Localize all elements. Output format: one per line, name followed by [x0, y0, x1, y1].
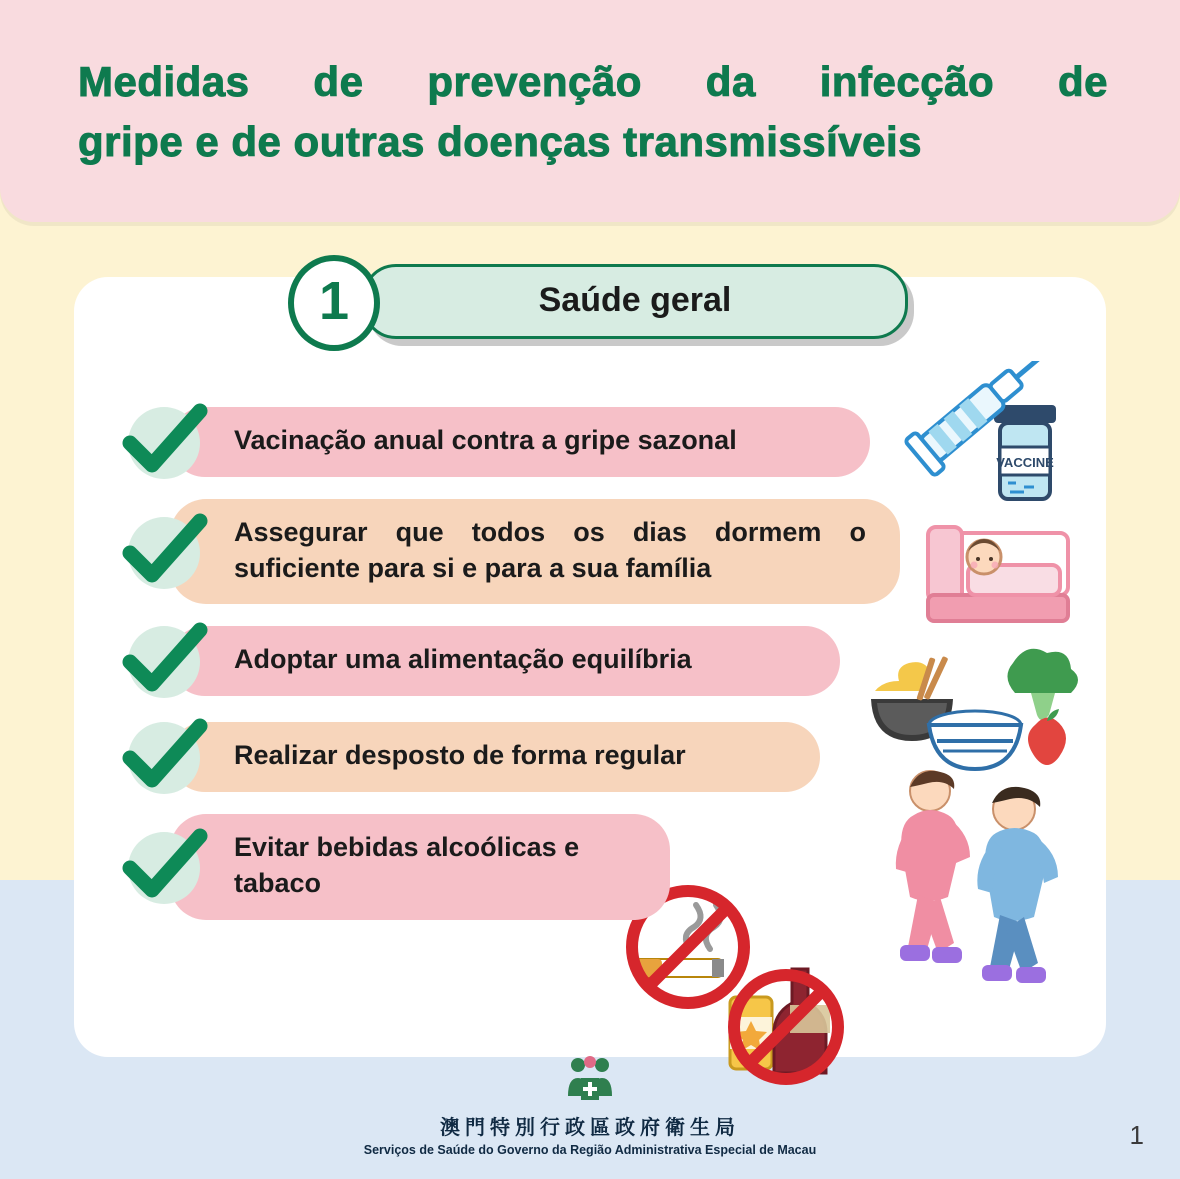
checklist — [122, 403, 1062, 938]
list-item-label: Vacinação anual contra a gripe sazonal — [170, 407, 870, 477]
section-number-badge — [288, 255, 380, 347]
footer-org-pt: Serviços de Saúde do Governo da Região Administrativa Especial de Macau — [363, 1143, 817, 1157]
footer-org-cn: 澳門特別行政區政府衛生局 — [440, 1117, 740, 1139]
title-line-2: gripe e de outras doenças transmissíveis — [78, 117, 923, 165]
section-number: 1 — [288, 255, 380, 351]
svg-text:VACCINE: VACCINE — [996, 455, 1054, 470]
section-title-label: Saúde geral — [362, 264, 908, 339]
list-item-label: Realizar desposto de forma regular — [170, 722, 820, 792]
check-icon — [122, 403, 208, 481]
check-icon — [122, 513, 208, 591]
list-item-text-block — [170, 499, 900, 604]
list-item — [122, 403, 1062, 481]
list-item — [122, 814, 1062, 919]
list-item-label-line2: e tabaco — [234, 832, 580, 898]
check-icon — [122, 828, 208, 906]
check-icon — [122, 718, 208, 796]
list-item — [122, 718, 1062, 796]
list-item-label-line2: suficiente para si e para a sua família — [234, 552, 712, 583]
section-header — [288, 255, 908, 347]
list-item-label-line1: Assegurar que todos os dias dormem o — [234, 517, 866, 547]
list-item-text-block — [170, 814, 670, 919]
content-card — [74, 271, 1106, 1057]
page-title — [78, 52, 1108, 171]
list-item — [122, 622, 1062, 700]
page-number: 1 — [1129, 1120, 1144, 1150]
title-line-1: Medidas de prevenção da infecção de — [78, 58, 1108, 105]
footer — [0, 1056, 1180, 1157]
health-services-logo — [562, 1056, 618, 1102]
list-item-label: Adoptar uma alimentação equilíbria — [170, 626, 840, 696]
section-title-pill — [362, 264, 908, 339]
list-item — [122, 499, 1062, 604]
check-icon — [122, 622, 208, 700]
list-item-label-line1: Evitar bebidas alcoólicas — [234, 832, 557, 863]
